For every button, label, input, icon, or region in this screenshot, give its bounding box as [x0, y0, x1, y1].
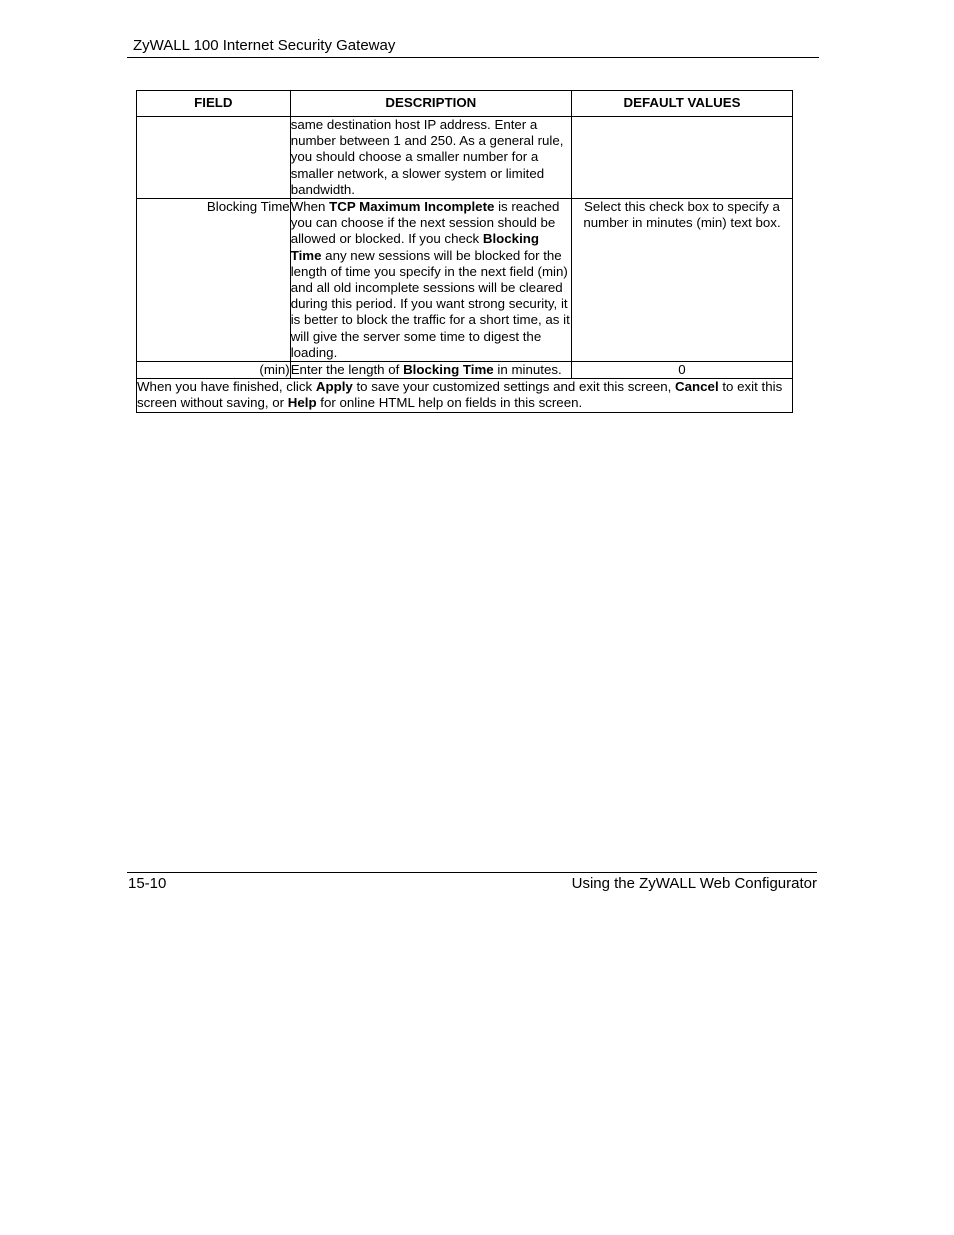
description-text: is reached you can choose if the next session should be allowed or blocked. If you check	[290, 199, 560, 247]
note-emphasis: Cancel	[675, 379, 719, 395]
table-header-row	[137, 91, 793, 117]
table-note-row	[137, 379, 793, 412]
note-text: to exit this screen without saving, or	[137, 379, 783, 411]
description-cell	[290, 362, 571, 379]
table-note-cell	[137, 379, 793, 412]
table-row	[137, 199, 793, 362]
page-header-title: ZyWALL 100 Internet Security Gateway	[133, 37, 396, 54]
table-row	[137, 362, 793, 379]
table-row	[137, 117, 793, 199]
note-text: to save your customized settings and exit this screen,	[352, 379, 676, 395]
page-number: 15-10	[128, 875, 167, 892]
note-text: for online HTML help on fields in this screen.	[316, 395, 583, 411]
description-text: any new sessions will be blocked for the length of time you specify in the next field (min) and all old incomplete sessions will be cleared during this period. If you want strong security, it is better to block the traffic for a short time, as it will give the server some time to digest the loading.	[290, 247, 570, 360]
note-emphasis: Apply	[315, 379, 353, 395]
field-cell: (min)	[137, 362, 291, 379]
header-divider	[127, 57, 819, 58]
description-text: in minutes.	[493, 362, 562, 378]
default-value-cell: Select this check box to specify a number in minutes (min) text box.	[571, 199, 792, 362]
note-emphasis: Help	[287, 395, 317, 411]
field-cell: Blocking Time	[137, 199, 291, 362]
description-text: Enter the length of	[290, 362, 404, 378]
column-header-description: DESCRIPTION	[290, 91, 571, 117]
description-emphasis: Blocking Time	[403, 362, 494, 378]
column-header-default-values: DEFAULT VALUES	[571, 91, 792, 117]
default-value-cell: 0	[571, 362, 792, 379]
description-text: When	[290, 199, 330, 215]
description-cell	[290, 199, 571, 362]
description-emphasis: Blocking Time	[290, 231, 540, 263]
default-value-cell	[571, 117, 792, 199]
field-description-table	[136, 90, 793, 413]
field-cell	[137, 117, 291, 199]
description-emphasis: TCP Maximum Incomplete	[329, 199, 495, 215]
chapter-title: Using the ZyWALL Web Configurator	[571, 875, 817, 892]
note-text: When you have finished, click	[137, 379, 316, 395]
footer-divider	[127, 872, 817, 873]
description-cell: same destination host IP address. Enter a number between 1 and 250. As a general rule, you should choose a smaller number for a smaller network, a slower system or limited bandwidth.	[290, 117, 571, 199]
column-header-field: FIELD	[137, 91, 291, 117]
